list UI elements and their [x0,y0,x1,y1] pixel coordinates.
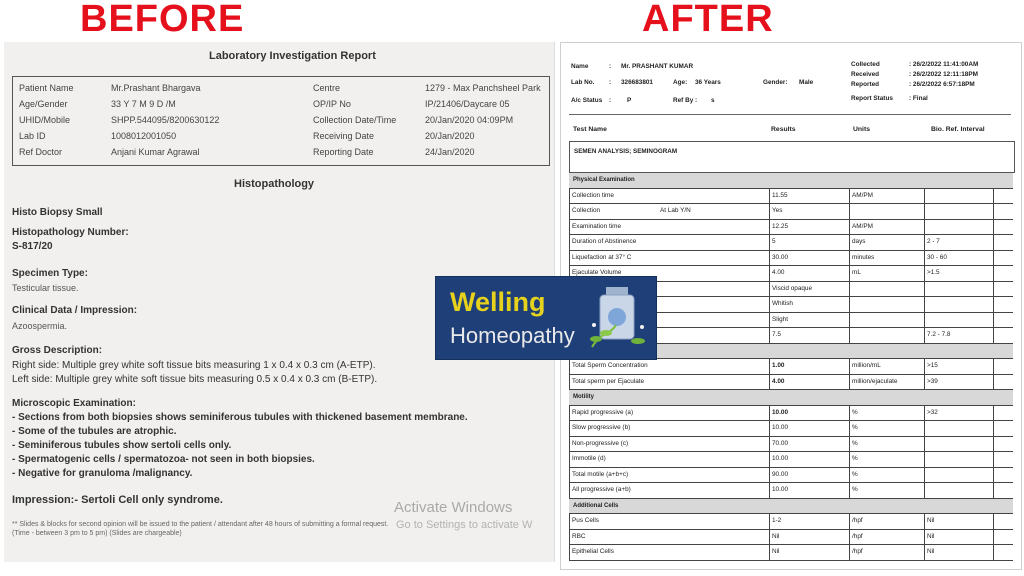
unit-cell [849,328,924,343]
unit-cell [849,282,924,297]
logo-text-line2: Homeopathy [450,323,575,348]
ref-interval-cell: Nil [924,514,994,529]
report-status-label: Report Status [851,95,893,102]
unit-cell: million/ejaculate [849,375,924,390]
ac-status-label: A/c Status [571,97,603,104]
test-name-cell: Epithelial Cells [569,545,769,560]
patient-field-value: 20/Jan/2020 [425,131,475,141]
patient-field-label: Receiving Date [313,131,375,141]
result-cell: 10.00 [769,406,849,421]
ref-interval-cell: 30 - 60 [924,251,994,266]
result-cell: Nil [769,530,849,545]
ref-interval-cell [924,468,994,483]
patient-field-label: Age/Gender [19,99,68,109]
result-cell: 11.55 [769,189,849,204]
gender-value: Male [799,79,814,86]
unit-cell [849,313,924,328]
ref-interval-cell: 2 - 7 [924,235,994,250]
table-row [569,437,1013,453]
table-row [569,359,1013,375]
ref-interval-cell [924,483,994,498]
ref-interval-cell [924,220,994,235]
result-cell: 10.00 [769,483,849,498]
section-row [569,173,1013,189]
ref-interval-cell [924,189,994,204]
test-name-cell: RBC [569,530,769,545]
section-title: Physical Examination [573,177,635,183]
report-line: - Spermatogenic cells / spermatozoa- not seen in both biopsies. [12,454,315,465]
result-cell: 70.00 [769,437,849,452]
patient-field-label: OP/IP No [313,99,351,109]
gender-label: Gender: [763,79,788,86]
result-cell: Whitish [769,297,849,312]
collected-label: Collected [851,61,880,68]
patient-field-label: Centre [313,83,341,93]
report-line: - Some of the tubules are atrophic. [12,426,177,437]
table-row [569,406,1013,422]
patient-field-label: Ref Doctor [19,147,63,157]
unit-cell: AM/PM [849,220,924,235]
result-cell: Slight [769,313,849,328]
ref-interval-cell [924,297,994,312]
report-line: Specimen Type: [12,268,88,279]
result-cell: 4.00 [769,266,849,281]
reported-label: Reported [851,81,880,88]
result-cell: 90.00 [769,468,849,483]
result-cell: 12.25 [769,220,849,235]
unit-cell: /hpf [849,545,924,560]
colon: : [609,63,612,70]
report-line: Gross Description: [12,345,103,356]
patient-field-value: 33 Y 7 M 9 D /M [111,99,176,109]
report-line: Clinical Data / Impression: [12,305,138,316]
test-name-cell: Liquefaction at 37° C [569,251,769,266]
result-cell: Nil [769,545,849,560]
result-cell: 1.00 [769,359,849,374]
test-name-text: Collection [572,207,601,214]
test-name-cell: Duration of Abstinence [569,235,769,250]
test-name-cell: Examination time [569,220,769,235]
activate-windows-watermark: Activate Windows [394,499,513,516]
labno-label: Lab No. [571,79,595,86]
inline-note: At Lab Y/N [660,207,691,214]
section-title: Histopathology [234,178,315,190]
report-line: Testicular tissue. [12,283,79,293]
test-name-cell: Immotile (d) [569,452,769,467]
ac-status-value: P [627,97,632,104]
result-cell: Yes [769,204,849,219]
result-cell: 4.00 [769,375,849,390]
reported-value: : 26/2/2022 6:57:18PM [909,81,975,88]
test-name-cell: Total motile (a+b+c) [569,468,769,483]
unit-cell: minutes [849,251,924,266]
ref-interval-cell [924,452,994,467]
col-test-name: Test Name [573,126,607,133]
test-name-cell: Pus Cells [569,514,769,529]
report-line: Impression:- Sertoli Cell only syndrome. [12,494,223,506]
section-row [569,499,1013,515]
footnote-line-2: (Time - between 3 pm to 5 pm) (Slides are chargeable) [12,530,182,537]
ref-interval-cell [924,421,994,436]
colon: : [609,79,612,86]
age-value: 36 Years [695,79,721,86]
unit-cell: days [849,235,924,250]
report-line: S-817/20 [12,241,53,252]
ref-interval-cell: >1.5 [924,266,994,281]
patient-field-label: Patient Name [19,83,74,93]
logo-text-line1: Welling [450,287,546,317]
patient-field-value: Anjani Kumar Agrawal [111,147,200,157]
col-results: Results [771,126,796,133]
ref-interval-cell: Nil [924,530,994,545]
report-line: Microscopic Examination: [12,398,136,409]
semen-analysis-header [569,141,1015,173]
result-cell: 5 [769,235,849,250]
unit-cell: % [849,406,924,421]
ref-interval-cell [924,313,994,328]
unit-cell: AM/PM [849,189,924,204]
refby-label: Ref By : [673,97,698,104]
footnote [12,520,388,538]
received-label: Received [851,71,880,78]
refby-value: s [711,97,715,104]
patient-field-label: Collection Date/Time [313,115,397,125]
unit-cell: /hpf [849,530,924,545]
col-units: Units [853,126,870,133]
ref-interval-cell: >15 [924,359,994,374]
test-name-cell: Total sperm per Ejaculate [569,375,769,390]
unit-cell: million/mL [849,359,924,374]
result-cell: Viscid opaque [769,282,849,297]
result-cell: 10.00 [769,452,849,467]
name-label: Name [571,63,589,70]
colon: : [609,97,612,104]
test-name-cell [569,204,769,219]
ref-interval-cell [924,204,994,219]
test-name-cell: All progressive (a+b) [569,483,769,498]
ref-interval-cell: >39 [924,375,994,390]
section-title: Motility [573,394,594,400]
activate-windows-sub: Go to Settings to activate W [396,519,533,531]
ref-interval-cell: 7.2 - 7.8 [924,328,994,343]
report-line: Right side: Multiple grey white soft tissue bits measuring 1 x 0.4 x 0.3 cm (A-ETP). [12,360,376,371]
table-row [569,483,1013,499]
results-table [569,173,1013,561]
col-ref-interval: Bio. Ref. Interval [931,126,985,133]
patient-field-value: 24/Jan/2020 [425,147,475,157]
labno-value: 326683801 [621,79,653,86]
table-row [569,530,1013,546]
ref-interval-cell: Nil [924,545,994,560]
patient-field-value: IP/21406/Daycare 05 [425,99,510,109]
section-row [569,390,1013,406]
table-row [569,220,1013,236]
patient-field-label: Reporting Date [313,147,374,157]
result-cell: 1-2 [769,514,849,529]
age-label: Age: [673,79,688,86]
received-value: : 26/2/2022 12:11:18PM [909,71,978,78]
table-row [569,204,1013,220]
test-name-cell: Total Sperm Concentration [569,359,769,374]
report-line: Azoospermia. [12,321,68,331]
medicine-bottle-icon [586,281,652,355]
ref-interval-cell: >32 [924,406,994,421]
patient-field-value: SHPP.544095/8200630122 [111,115,220,125]
patient-field-value: 1279 - Max Panchsheel Park [425,83,541,93]
result-cell: 30.00 [769,251,849,266]
test-name-cell: Rapid progressive (a) [569,406,769,421]
patient-field-value: Mr.Prashant Bhargava [111,83,201,93]
ref-interval-cell [924,437,994,452]
report-line: - Sections from both biopsies shows seminiferous tubules with thickened basement membrane. [12,412,468,423]
unit-cell [849,204,924,219]
semen-title: SEMEN ANALYSIS; SEMINOGRAM [574,148,678,155]
welling-homeopathy-logo [436,277,656,359]
header-divider [569,114,1011,115]
patient-info-box [12,76,550,166]
test-name-cell: Non-progressive (c) [569,437,769,452]
section-title: Additional Cells [573,502,619,509]
patient-field-value: 20/Jan/2020 04:09PM [425,115,514,125]
report-line: Left side: Multiple grey white soft tissue bits measuring 0.5 x 0.4 x 0.3 cm (B-ETP). [12,374,378,385]
unit-cell [849,297,924,312]
unit-cell: /hpf [849,514,924,529]
table-row [569,235,1013,251]
unit-cell: % [849,421,924,436]
name-value: Mr. PRASHANT KUMAR [621,63,694,70]
test-name-cell: Slow progressive (b) [569,421,769,436]
unit-cell: % [849,468,924,483]
table-row [569,514,1013,530]
collected-value: : 26/2/2022 11:41:00AM [909,61,979,68]
table-row [569,545,1013,561]
table-row [569,375,1013,391]
table-row [569,189,1013,205]
before-heading: BEFORE [80,0,245,40]
ref-interval-cell [924,282,994,297]
unit-cell: mL [849,266,924,281]
table-row [569,468,1013,484]
unit-cell: % [849,437,924,452]
table-row [569,421,1013,437]
table-row [569,452,1013,468]
test-name-cell: Collection time [569,189,769,204]
report-line: - Negative for granuloma /malignancy. [12,468,193,479]
result-cell: 7.5 [769,328,849,343]
report-line: Histo Biopsy Small [12,207,103,218]
report-line: Histopathology Number: [12,227,129,238]
table-row [569,251,1013,267]
after-heading: AFTER [642,0,774,40]
patient-field-label: Lab ID [19,131,46,141]
unit-cell: % [849,452,924,467]
report-line: - Seminiferous tubules show sertoli cells only. [12,440,232,451]
footnote-line-1: ** Slides & blocks for second opinion will be issued to the patient / attendant after 48 hours of submitting a formal request. [12,521,389,528]
result-cell: 10.00 [769,421,849,436]
report-title: Laboratory Investigation Report [209,50,376,62]
patient-field-value: 1008012001050 [111,131,177,141]
patient-field-label: UHID/Mobile [19,115,71,125]
unit-cell: % [849,483,924,498]
report-status-value: : Final [909,95,928,102]
test-name-cell: Ejaculate Volume [569,266,769,281]
